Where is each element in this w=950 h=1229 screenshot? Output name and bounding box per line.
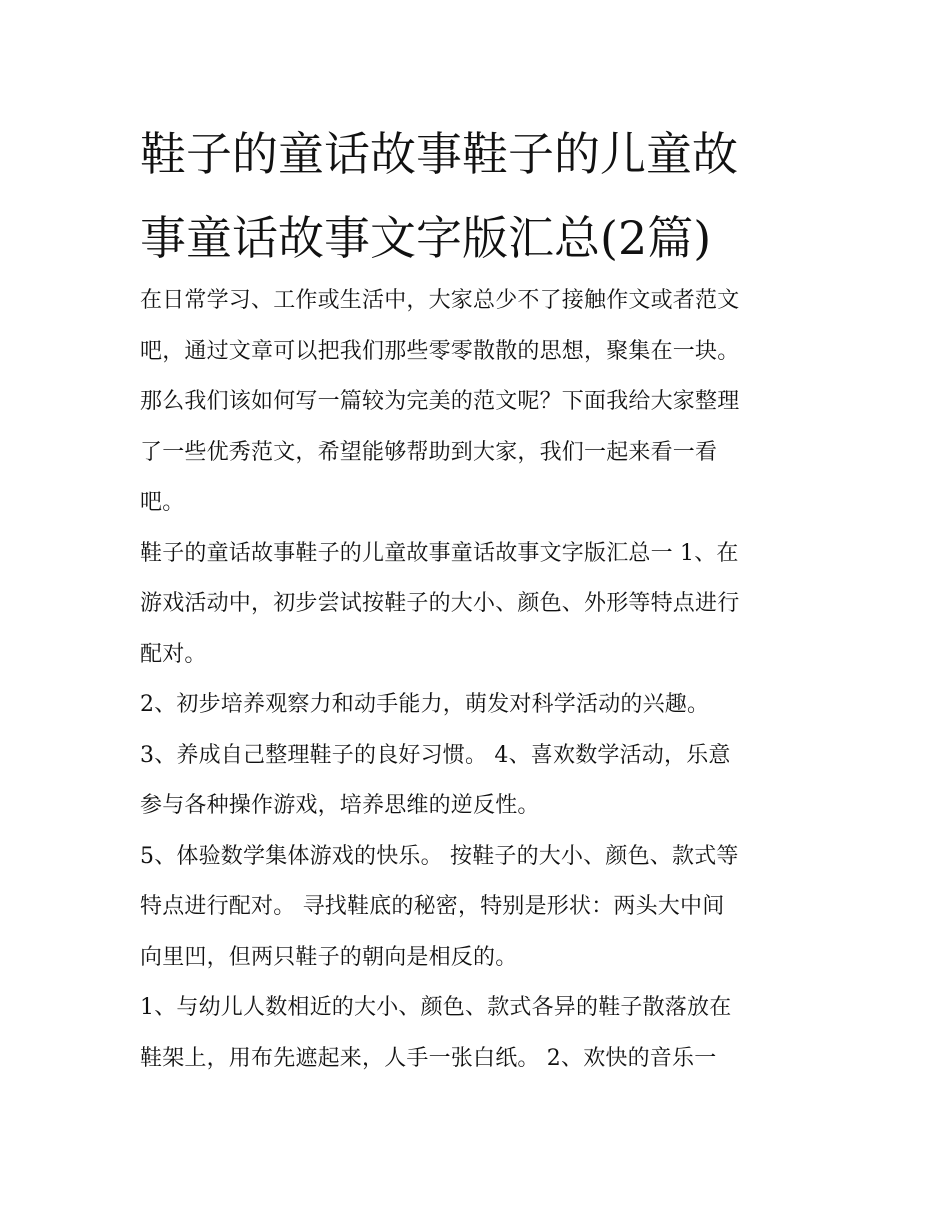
text-line: 参与各种操作游戏，培养思维的逆反性。 [140, 793, 540, 818]
text-line: 吧，通过文章可以把我们那些零零散散的思想，聚集在一块。 [140, 338, 740, 364]
paragraph-preparation [140, 983, 830, 1084]
text-line: 配对。 [140, 641, 207, 667]
paragraph-intro [140, 276, 830, 529]
document-body [140, 276, 830, 1084]
text-line: 那么我们该如何写一篇较为完美的范文呢？下面我给大家整理 [140, 389, 740, 414]
title-line-1: 鞋子的童话故事鞋子的儿童故 [140, 127, 738, 181]
text-line: 鞋架上，用布先遮起来，人手一张白纸。 2、欢快的音乐一 [140, 1045, 717, 1071]
text-line: 在日常学习、工作或生活中，大家总少不了接触作文或者范文 [140, 288, 740, 313]
text-line: 5、体验数学集体游戏的快乐。 按鞋子的大小、颜色、款式等 [140, 843, 739, 869]
text-line: 吧。 [140, 490, 185, 515]
paragraph-section-one [140, 529, 830, 681]
text-line: 特点进行配对。 寻找鞋底的秘密，特别是形状：两头大中间 [140, 894, 725, 919]
paragraph-goal-3-4 [140, 731, 830, 832]
document-title [140, 112, 840, 280]
paragraph-goal-5 [140, 832, 830, 984]
text-line: 鞋子的童话故事鞋子的儿童故事童话故事文字版汇总一 1、在 [140, 540, 739, 566]
paragraph-goal-2 [140, 680, 830, 731]
text-line: 游戏活动中，初步尝试按鞋子的大小、颜色、外形等特点进行 [140, 591, 740, 616]
text-line: 2、初步培养观察力和动手能力，萌发对科学活动的兴趣。 [140, 692, 710, 717]
text-line: 了一些优秀范文，希望能够帮助到大家，我们一起来看一看 [140, 439, 718, 465]
title-line-2: 事童话故事文字版汇总(2篇) [140, 211, 712, 265]
text-line: 向里凹，但两只鞋子的朝向是相反的。 [140, 944, 518, 970]
text-line: 3、养成自己整理鞋子的良好习惯。 4、喜欢数学活动，乐意 [140, 742, 731, 768]
text-line: 1、与幼儿人数相近的大小、颜色、款式各异的鞋子散落放在 [140, 995, 732, 1020]
